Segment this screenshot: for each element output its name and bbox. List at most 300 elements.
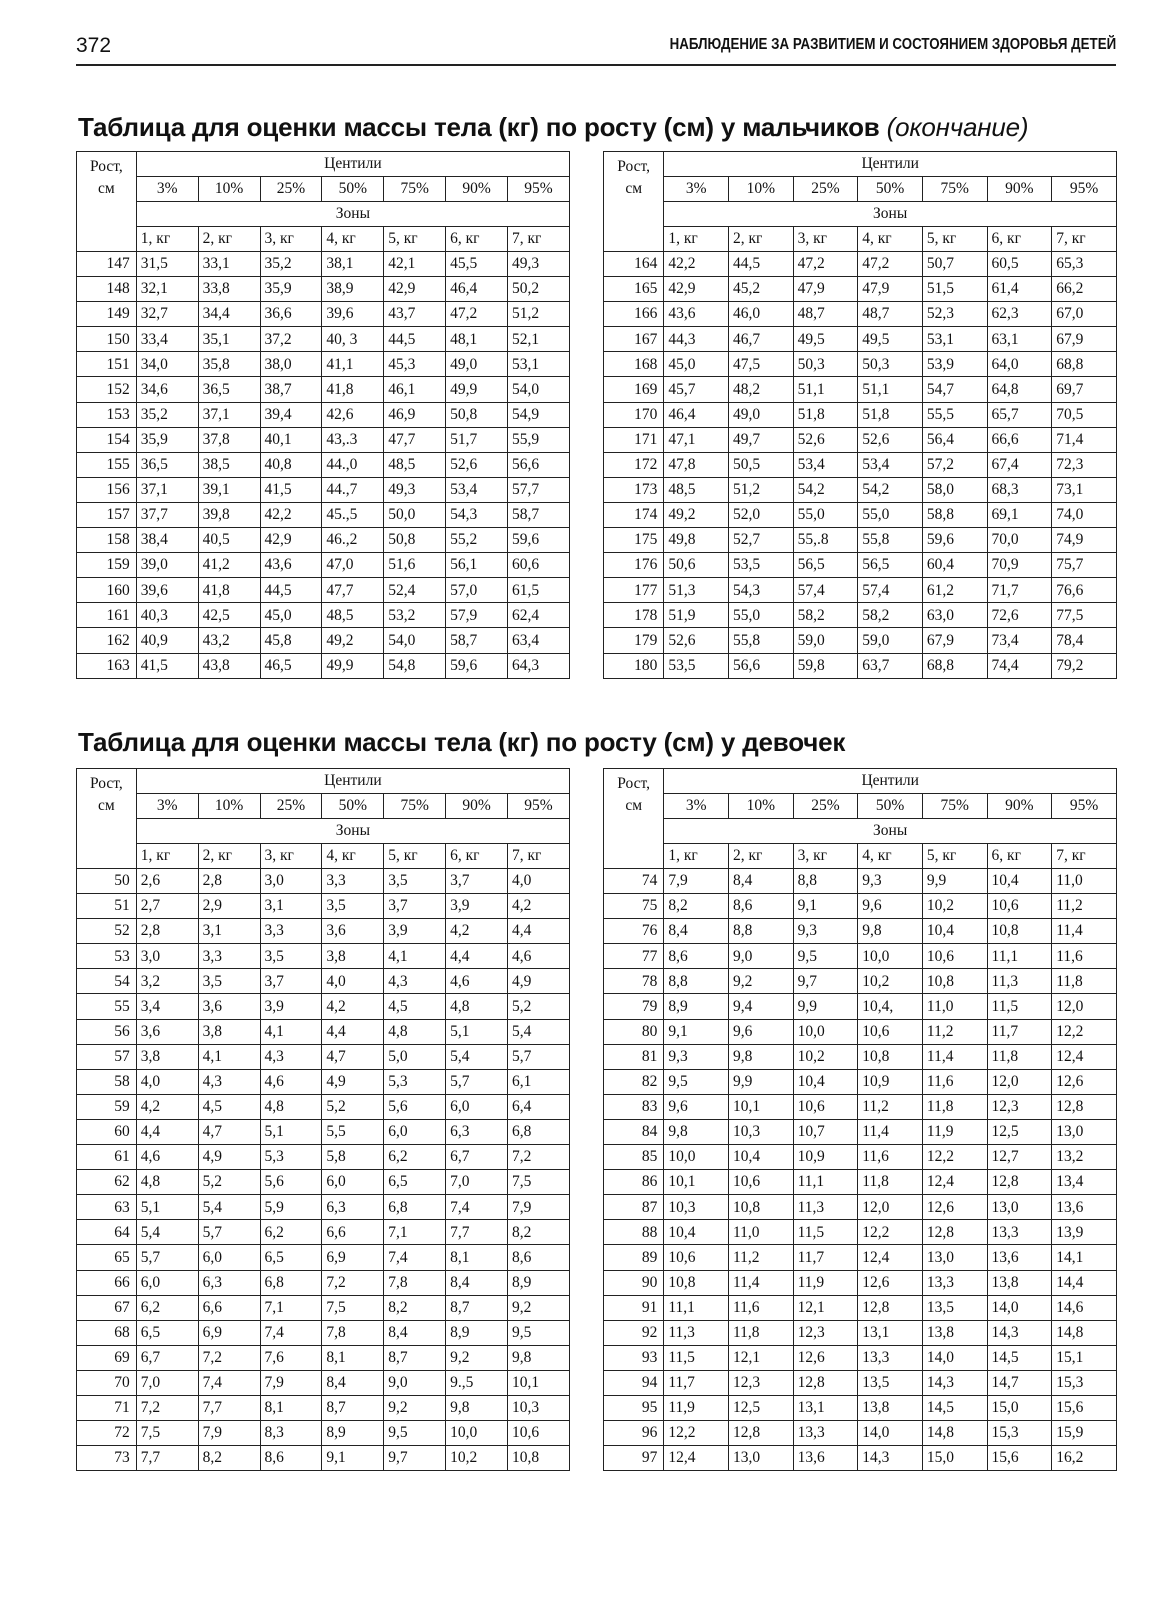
weight-cell: 6,8 bbox=[507, 1119, 569, 1144]
weight-cell: 14,3 bbox=[987, 1320, 1052, 1345]
weight-cell: 10,8 bbox=[858, 1044, 923, 1069]
weight-cell: 37,2 bbox=[260, 327, 322, 352]
weight-cell: 63,1 bbox=[987, 327, 1052, 352]
weight-cell: 12,6 bbox=[1052, 1069, 1117, 1094]
table-row bbox=[77, 994, 570, 1019]
weight-cell: 6,9 bbox=[198, 1320, 260, 1345]
weight-cell: 54,0 bbox=[507, 377, 569, 402]
weight-cell: 15,3 bbox=[1052, 1370, 1117, 1395]
weight-cell: 44,5 bbox=[384, 327, 446, 352]
weight-cell: 7,1 bbox=[260, 1295, 322, 1320]
weight-cell: 50,5 bbox=[728, 452, 793, 477]
height-cell: 81 bbox=[604, 1044, 664, 1069]
height-cell: 93 bbox=[604, 1345, 664, 1370]
weight-cell: 32,7 bbox=[136, 302, 198, 327]
height-cell: 59 bbox=[77, 1094, 137, 1119]
weight-cell: 53,4 bbox=[793, 452, 858, 477]
weight-cell: 10,6 bbox=[664, 1245, 729, 1270]
table-row bbox=[604, 1220, 1117, 1245]
weight-cell: 47,1 bbox=[664, 427, 729, 452]
height-cell: 54 bbox=[77, 969, 137, 994]
zone-unit-header: 2, кг bbox=[728, 844, 793, 869]
weight-cell: 3,7 bbox=[446, 869, 508, 894]
percentile-header: 10% bbox=[198, 177, 260, 202]
table-row bbox=[77, 1119, 570, 1144]
height-cell: 69 bbox=[77, 1345, 137, 1370]
weight-cell: 58,7 bbox=[446, 628, 508, 653]
weight-cell: 3,9 bbox=[446, 894, 508, 919]
height-cell: 74 bbox=[604, 869, 664, 894]
table-row bbox=[77, 653, 570, 678]
weight-cell: 11,3 bbox=[987, 969, 1052, 994]
weight-cell: 9,9 bbox=[922, 869, 987, 894]
weight-cell: 10,6 bbox=[728, 1170, 793, 1195]
weight-cell: 8,4 bbox=[446, 1270, 508, 1295]
zone-unit-header: 4, кг bbox=[322, 227, 384, 252]
table-row bbox=[604, 1446, 1117, 1471]
height-cell: 87 bbox=[604, 1195, 664, 1220]
weight-cell: 8,2 bbox=[198, 1446, 260, 1471]
table-row bbox=[77, 1019, 570, 1044]
table-row bbox=[77, 944, 570, 969]
weight-cell: 11,6 bbox=[728, 1295, 793, 1320]
height-cell: 175 bbox=[604, 528, 664, 553]
table-row bbox=[77, 352, 570, 377]
weight-cell: 15,6 bbox=[987, 1446, 1052, 1471]
height-cell: 161 bbox=[77, 603, 137, 628]
table-row bbox=[604, 1421, 1117, 1446]
height-cell: 163 bbox=[77, 653, 137, 678]
weight-cell: 9,0 bbox=[728, 944, 793, 969]
weight-cell: 5,1 bbox=[260, 1119, 322, 1144]
weight-cell: 3,8 bbox=[322, 944, 384, 969]
percentile-header: 50% bbox=[858, 177, 923, 202]
running-header bbox=[76, 30, 1116, 66]
weight-cell: 13,8 bbox=[987, 1270, 1052, 1295]
weight-cell: 15,9 bbox=[1052, 1421, 1117, 1446]
weight-cell: 6,4 bbox=[507, 1094, 569, 1119]
weight-cell: 58,7 bbox=[507, 502, 569, 527]
weight-cell: 40,9 bbox=[136, 628, 198, 653]
weight-cell: 56,5 bbox=[793, 553, 858, 578]
weight-cell: 58,2 bbox=[858, 603, 923, 628]
table-row bbox=[604, 628, 1117, 653]
weight-cell: 4,1 bbox=[198, 1044, 260, 1069]
zone-unit-header: 2, кг bbox=[728, 227, 793, 252]
weight-cell: 10,9 bbox=[793, 1145, 858, 1170]
weight-cell: 73,1 bbox=[1052, 477, 1117, 502]
height-header-cell bbox=[77, 769, 137, 869]
weight-cell: 53,5 bbox=[664, 653, 729, 678]
weight-cell: 14,8 bbox=[1052, 1320, 1117, 1345]
weight-cell: 44,3 bbox=[664, 327, 729, 352]
height-cell: 155 bbox=[77, 452, 137, 477]
weight-cell: 10,6 bbox=[507, 1421, 569, 1446]
table-row bbox=[77, 302, 570, 327]
weight-cell: 43,7 bbox=[384, 302, 446, 327]
weight-cell: 14,0 bbox=[858, 1421, 923, 1446]
weight-cell: 13,0 bbox=[728, 1446, 793, 1471]
zone-unit-header: 4, кг bbox=[858, 227, 923, 252]
weight-cell: 4,0 bbox=[322, 969, 384, 994]
height-cell: 162 bbox=[77, 628, 137, 653]
weight-cell: 54,8 bbox=[384, 653, 446, 678]
weight-cell: 13,3 bbox=[922, 1270, 987, 1295]
weight-cell: 7,4 bbox=[198, 1370, 260, 1395]
height-cell: 154 bbox=[77, 427, 137, 452]
weight-cell: 12,0 bbox=[1052, 994, 1117, 1019]
weight-cell: 73,4 bbox=[987, 628, 1052, 653]
weight-cell: 11,2 bbox=[728, 1245, 793, 1270]
weight-cell: 7,4 bbox=[384, 1245, 446, 1270]
table-row bbox=[77, 1295, 570, 1320]
weight-cell: 77,5 bbox=[1052, 603, 1117, 628]
weight-cell: 15,0 bbox=[922, 1446, 987, 1471]
weight-cell: 65,3 bbox=[1052, 252, 1117, 277]
weight-cell: 8,9 bbox=[664, 994, 729, 1019]
weight-cell: 51,8 bbox=[793, 402, 858, 427]
weight-cell: 65,7 bbox=[987, 402, 1052, 427]
weight-cell: 34,6 bbox=[136, 377, 198, 402]
table-row bbox=[604, 402, 1117, 427]
weight-cell: 4,4 bbox=[507, 919, 569, 944]
height-cell: 76 bbox=[604, 919, 664, 944]
weight-cell: 11,2 bbox=[922, 1019, 987, 1044]
percentile-header: 75% bbox=[922, 177, 987, 202]
centiles-header: Центили bbox=[664, 152, 1117, 177]
weight-cell: 41,5 bbox=[260, 477, 322, 502]
height-cell: 96 bbox=[604, 1421, 664, 1446]
weight-cell: 45,0 bbox=[664, 352, 729, 377]
weight-cell: 4,5 bbox=[198, 1094, 260, 1119]
weight-cell: 42,1 bbox=[384, 252, 446, 277]
zone-unit-header: 6, кг bbox=[987, 844, 1052, 869]
weight-cell: 7,8 bbox=[384, 1270, 446, 1295]
table-row bbox=[604, 252, 1117, 277]
weight-cell: 55,8 bbox=[858, 528, 923, 553]
weight-cell: 11,9 bbox=[922, 1119, 987, 1144]
table-row bbox=[77, 402, 570, 427]
weight-cell: 43,8 bbox=[198, 653, 260, 678]
weight-cell: 7,9 bbox=[260, 1370, 322, 1395]
weight-cell: 37,7 bbox=[136, 502, 198, 527]
table-row bbox=[77, 528, 570, 553]
weight-cell: 50,6 bbox=[664, 553, 729, 578]
weight-cell: 12,1 bbox=[728, 1345, 793, 1370]
weight-cell: 12,6 bbox=[858, 1270, 923, 1295]
weight-cell: 10,6 bbox=[793, 1094, 858, 1119]
weight-cell: 6,7 bbox=[446, 1145, 508, 1170]
zone-unit-header: 4, кг bbox=[858, 844, 923, 869]
weight-cell: 11,8 bbox=[858, 1170, 923, 1195]
weight-cell: 10,2 bbox=[793, 1044, 858, 1069]
height-header-cell bbox=[604, 769, 664, 869]
weight-cell: 3,3 bbox=[260, 919, 322, 944]
table-row bbox=[604, 302, 1117, 327]
weight-cell: 46,9 bbox=[384, 402, 446, 427]
weight-cell: 11,4 bbox=[1052, 919, 1117, 944]
weight-cell: 12,4 bbox=[922, 1170, 987, 1195]
weight-cell: 76,6 bbox=[1052, 578, 1117, 603]
weight-cell: 49,5 bbox=[858, 327, 923, 352]
weight-cell: 74,9 bbox=[1052, 528, 1117, 553]
weight-cell: 56,6 bbox=[728, 653, 793, 678]
weight-cell: 60,4 bbox=[922, 553, 987, 578]
weight-cell: 47,7 bbox=[384, 427, 446, 452]
percentile-header: 90% bbox=[446, 794, 508, 819]
weight-cell: 3,3 bbox=[322, 869, 384, 894]
table-row bbox=[604, 1370, 1117, 1395]
table-row bbox=[77, 1069, 570, 1094]
weight-cell: 6,0 bbox=[322, 1170, 384, 1195]
height-cell: 150 bbox=[77, 327, 137, 352]
weight-cell: 13,2 bbox=[1052, 1145, 1117, 1170]
percentile-header: 3% bbox=[664, 177, 729, 202]
weight-cell: 11,8 bbox=[987, 1044, 1052, 1069]
height-cell: 178 bbox=[604, 603, 664, 628]
height-cell: 158 bbox=[77, 528, 137, 553]
weight-cell: 12,2 bbox=[664, 1421, 729, 1446]
weight-cell: 49,0 bbox=[446, 352, 508, 377]
weight-cell: 12,2 bbox=[922, 1145, 987, 1170]
weight-cell: 5,2 bbox=[322, 1094, 384, 1119]
weight-cell: 13,1 bbox=[793, 1395, 858, 1420]
table-row bbox=[604, 427, 1117, 452]
weight-cell: 47,9 bbox=[793, 277, 858, 302]
height-cell: 90 bbox=[604, 1270, 664, 1295]
weight-cell: 54,2 bbox=[793, 477, 858, 502]
weight-cell: 49,0 bbox=[728, 402, 793, 427]
weight-cell: 31,5 bbox=[136, 252, 198, 277]
table-row bbox=[77, 628, 570, 653]
weight-cell: 9,8 bbox=[664, 1119, 729, 1144]
weight-cell: 14,3 bbox=[922, 1370, 987, 1395]
weight-cell: 37,1 bbox=[136, 477, 198, 502]
zone-unit-header: 7, кг bbox=[1052, 844, 1117, 869]
weight-cell: 12,0 bbox=[858, 1195, 923, 1220]
weight-cell: 6,9 bbox=[322, 1245, 384, 1270]
height-cell: 58 bbox=[77, 1069, 137, 1094]
weight-cell: 3,7 bbox=[384, 894, 446, 919]
weight-cell: 43,6 bbox=[260, 553, 322, 578]
percentile-header: 90% bbox=[446, 177, 508, 202]
table-row bbox=[77, 1145, 570, 1170]
weight-cell: 59,6 bbox=[446, 653, 508, 678]
weight-cell: 8,1 bbox=[322, 1345, 384, 1370]
weight-cell: 7,2 bbox=[136, 1395, 198, 1420]
weight-cell: 49,9 bbox=[446, 377, 508, 402]
table-row bbox=[604, 1145, 1117, 1170]
table-row bbox=[77, 1170, 570, 1195]
weight-cell: 13,4 bbox=[1052, 1170, 1117, 1195]
weight-cell: 10,8 bbox=[507, 1446, 569, 1471]
weight-cell: 52,6 bbox=[446, 452, 508, 477]
weight-cell: 4,4 bbox=[446, 944, 508, 969]
weight-cell: 11,0 bbox=[922, 994, 987, 1019]
height-cell: 71 bbox=[77, 1395, 137, 1420]
weight-cell: 7,0 bbox=[136, 1370, 198, 1395]
weight-cell: 14,0 bbox=[987, 1295, 1052, 1320]
height-header-unit: см bbox=[98, 797, 115, 815]
weight-cell: 7,7 bbox=[446, 1220, 508, 1245]
height-header-unit: см bbox=[625, 180, 643, 198]
weight-cell: 79,2 bbox=[1052, 653, 1117, 678]
weight-cell: 14,5 bbox=[922, 1395, 987, 1420]
weight-cell: 14,4 bbox=[1052, 1270, 1117, 1295]
weight-cell: 14,5 bbox=[987, 1345, 1052, 1370]
weight-cell: 9,1 bbox=[793, 894, 858, 919]
weight-cell: 10,3 bbox=[507, 1395, 569, 1420]
weight-cell: 7,2 bbox=[322, 1270, 384, 1295]
weight-cell: 14,7 bbox=[987, 1370, 1052, 1395]
weight-cell: 33,4 bbox=[136, 327, 198, 352]
weight-cell: 38,4 bbox=[136, 528, 198, 553]
weight-cell: 49,7 bbox=[728, 427, 793, 452]
table-row bbox=[77, 277, 570, 302]
weight-cell: 4,3 bbox=[260, 1044, 322, 1069]
weight-cell: 53,9 bbox=[922, 352, 987, 377]
weight-cell: 11,8 bbox=[728, 1320, 793, 1345]
weight-cell: 8,9 bbox=[507, 1270, 569, 1295]
weight-cell: 4,3 bbox=[384, 969, 446, 994]
weight-cell: 11,3 bbox=[664, 1320, 729, 1345]
weight-cell: 10,3 bbox=[728, 1119, 793, 1144]
weight-cell: 43,2 bbox=[198, 628, 260, 653]
weight-cell: 11,7 bbox=[987, 1019, 1052, 1044]
weight-cell: 68,8 bbox=[922, 653, 987, 678]
weight-cell: 13,1 bbox=[858, 1320, 923, 1345]
centiles-header: Центили bbox=[664, 769, 1117, 794]
table-row bbox=[604, 653, 1117, 678]
weight-cell: 39,6 bbox=[136, 578, 198, 603]
percentile-header: 25% bbox=[260, 794, 322, 819]
weight-cell: 61,2 bbox=[922, 578, 987, 603]
table-row bbox=[604, 1044, 1117, 1069]
weight-cell: 4,6 bbox=[507, 944, 569, 969]
weight-cell: 40,1 bbox=[260, 427, 322, 452]
table-row bbox=[604, 477, 1117, 502]
weight-cell: 51,7 bbox=[446, 427, 508, 452]
weight-cell: 44,5 bbox=[260, 578, 322, 603]
weight-cell: 59,8 bbox=[793, 653, 858, 678]
weight-cell: 8,7 bbox=[322, 1395, 384, 1420]
boys-title-text: Таблица для оценки массы тела (кг) по росту (см) у мальчиков bbox=[78, 112, 880, 142]
weight-cell: 6,2 bbox=[136, 1295, 198, 1320]
percentile-header: 10% bbox=[198, 794, 260, 819]
height-cell: 172 bbox=[604, 452, 664, 477]
weight-cell: 14,1 bbox=[1052, 1245, 1117, 1270]
weight-cell: 12,3 bbox=[728, 1370, 793, 1395]
weight-cell: 52,6 bbox=[793, 427, 858, 452]
weight-cell: 12,8 bbox=[793, 1370, 858, 1395]
weight-cell: 8,9 bbox=[446, 1320, 508, 1345]
height-cell: 177 bbox=[604, 578, 664, 603]
weight-cell: 9,5 bbox=[793, 944, 858, 969]
weight-cell: 46.,2 bbox=[322, 528, 384, 553]
weight-cell: 12,1 bbox=[793, 1295, 858, 1320]
weight-cell: 15,1 bbox=[1052, 1345, 1117, 1370]
weight-cell: 4,2 bbox=[322, 994, 384, 1019]
weight-cell: 11,8 bbox=[922, 1094, 987, 1119]
weight-cell: 4,0 bbox=[507, 869, 569, 894]
weight-cell: 49,2 bbox=[322, 628, 384, 653]
zone-unit-header: 1, кг bbox=[136, 227, 198, 252]
height-cell: 152 bbox=[77, 377, 137, 402]
weight-cell: 57,4 bbox=[793, 578, 858, 603]
weight-cell: 71,4 bbox=[1052, 427, 1117, 452]
weight-cell: 61,5 bbox=[507, 578, 569, 603]
weight-cell: 46,7 bbox=[728, 327, 793, 352]
weight-cell: 9,3 bbox=[793, 919, 858, 944]
weight-cell: 5,2 bbox=[198, 1170, 260, 1195]
weight-cell: 38,7 bbox=[260, 377, 322, 402]
weight-cell: 47,2 bbox=[858, 252, 923, 277]
weight-cell: 5,6 bbox=[260, 1170, 322, 1195]
weight-cell: 4,4 bbox=[322, 1019, 384, 1044]
weight-cell: 5,4 bbox=[446, 1044, 508, 1069]
weight-cell: 66,6 bbox=[987, 427, 1052, 452]
weight-cell: 9,0 bbox=[384, 1370, 446, 1395]
weight-cell: 46,0 bbox=[728, 302, 793, 327]
height-cell: 73 bbox=[77, 1446, 137, 1471]
table-row bbox=[77, 252, 570, 277]
weight-cell: 63,7 bbox=[858, 653, 923, 678]
weight-cell: 5,8 bbox=[322, 1145, 384, 1170]
weight-cell: 4,0 bbox=[136, 1069, 198, 1094]
table-row bbox=[604, 377, 1117, 402]
weight-cell: 54,3 bbox=[446, 502, 508, 527]
weight-cell: 47,7 bbox=[322, 578, 384, 603]
weight-cell: 3,7 bbox=[260, 969, 322, 994]
percentile-header: 75% bbox=[922, 794, 987, 819]
table-row bbox=[77, 1320, 570, 1345]
percentile-header: 3% bbox=[136, 794, 198, 819]
weight-cell: 52,3 bbox=[922, 302, 987, 327]
weight-cell: 67,9 bbox=[1052, 327, 1117, 352]
weight-cell: 59,0 bbox=[858, 628, 923, 653]
height-cell: 86 bbox=[604, 1170, 664, 1195]
weight-cell: 50,7 bbox=[922, 252, 987, 277]
weight-cell: 6,5 bbox=[260, 1245, 322, 1270]
height-cell: 70 bbox=[77, 1370, 137, 1395]
weight-cell: 13,5 bbox=[858, 1370, 923, 1395]
weight-cell: 12,8 bbox=[922, 1220, 987, 1245]
boys-table-right bbox=[603, 151, 1117, 679]
weight-cell: 71,7 bbox=[987, 578, 1052, 603]
weight-cell: 34,4 bbox=[198, 302, 260, 327]
table-row bbox=[604, 969, 1117, 994]
weight-cell: 11,5 bbox=[664, 1345, 729, 1370]
zone-unit-header: 6, кг bbox=[446, 227, 508, 252]
weight-cell: 48,7 bbox=[793, 302, 858, 327]
height-cell: 164 bbox=[604, 252, 664, 277]
weight-cell: 42,5 bbox=[198, 603, 260, 628]
weight-cell: 38,0 bbox=[260, 352, 322, 377]
weight-cell: 13,0 bbox=[987, 1195, 1052, 1220]
weight-cell: 10,0 bbox=[664, 1145, 729, 1170]
weight-cell: 2,8 bbox=[136, 919, 198, 944]
weight-cell: 38,1 bbox=[322, 252, 384, 277]
weight-cell: 6,3 bbox=[198, 1270, 260, 1295]
zones-header: Зоны bbox=[136, 819, 569, 844]
girls-title-text: Таблица для оценки массы тела (кг) по росту (см) у девочек bbox=[78, 727, 846, 757]
weight-cell: 9,1 bbox=[664, 1019, 729, 1044]
weight-cell: 7,5 bbox=[507, 1170, 569, 1195]
table-row bbox=[77, 919, 570, 944]
height-cell: 166 bbox=[604, 302, 664, 327]
table-row bbox=[77, 969, 570, 994]
weight-cell: 48,5 bbox=[384, 452, 446, 477]
